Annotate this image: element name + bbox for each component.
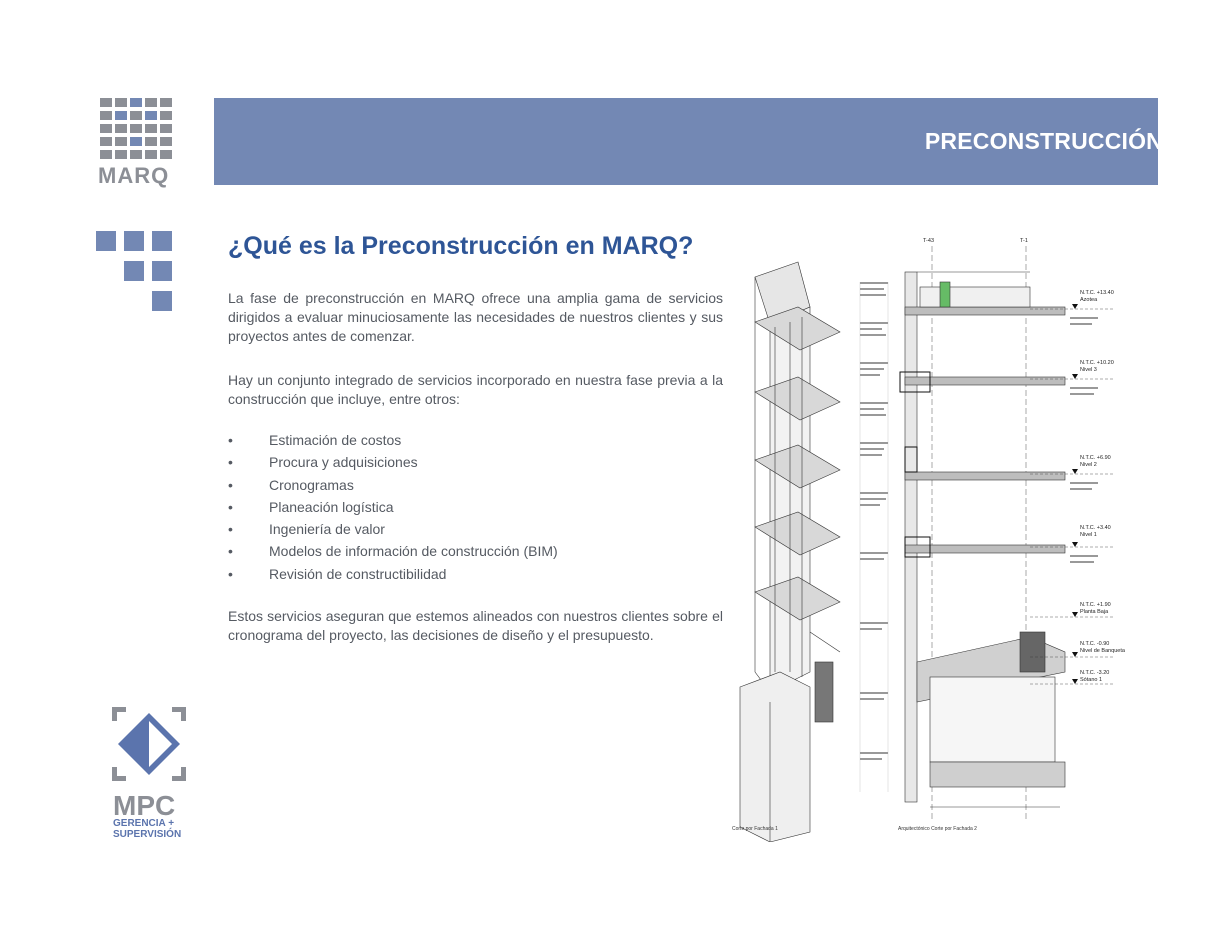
axis-label-left: T-43 bbox=[923, 238, 935, 244]
level-ntc: N.T.C. +6.90 bbox=[1080, 455, 1111, 461]
mpc-subtitle-line1: GERENCIA + bbox=[113, 818, 175, 829]
level-name: Nivel 1 bbox=[1080, 532, 1097, 538]
level-ntc: N.T.C. +13.40 bbox=[1080, 290, 1114, 296]
level-name: Sótano 1 bbox=[1080, 677, 1103, 683]
axis-label-right: T-1 bbox=[1020, 238, 1028, 244]
level-name: Azotea bbox=[1080, 297, 1098, 303]
isometric-facade bbox=[740, 262, 840, 842]
level-ntc: N.T.C. -3.20 bbox=[1080, 670, 1110, 676]
level-ntc: N.T.C. -0.90 bbox=[1080, 641, 1110, 647]
level-name: Nivel 2 bbox=[1080, 462, 1097, 468]
drawing-caption-left: Corte por Fachada 1 bbox=[732, 826, 778, 832]
marq-wordmark: MARQ bbox=[98, 163, 170, 188]
page-title: ¿Qué es la Preconstrucción en MARQ? bbox=[228, 232, 694, 260]
level-ntc: N.T.C. +3.40 bbox=[1080, 525, 1111, 531]
mpc-logo-icon bbox=[112, 707, 186, 781]
level-ntc: N.T.C. +1.90 bbox=[1080, 602, 1111, 608]
level-name: Nivel 3 bbox=[1080, 367, 1097, 373]
mpc-subtitle-line2: SUPERVISIÓN bbox=[113, 829, 182, 840]
architectural-section-drawing bbox=[730, 232, 1130, 842]
intro-paragraph: La fase de preconstrucción en MARQ ofrece una amplia gama de servicios dirigidos a evaluar minuciosamente las necesidades de nuestros clientes y sus proyectos antes de comenzar. bbox=[228, 290, 723, 344]
drawing-caption-right: Arquitectónico Corte por Fachada 2 bbox=[898, 826, 977, 832]
level-markers bbox=[1030, 290, 1126, 684]
building-section bbox=[860, 272, 1065, 807]
closing-paragraph: Estos servicios aseguran que estemos alineados con nuestros clientes sobre el cronograma del proyecto, las decisiones de diseño y el presupuesto. bbox=[228, 608, 723, 643]
level-ntc: N.T.C. +10.20 bbox=[1080, 360, 1114, 366]
mpc-name: MPC bbox=[113, 790, 176, 821]
level-name: Planta Baja bbox=[1080, 609, 1109, 615]
header-title: PRECONSTRUCCIÓN bbox=[924, 128, 1163, 154]
services-intro-paragraph: Hay un conjunto integrado de servicios incorporado en nuestra fase previa a la construcción que incluye, entre otros: bbox=[228, 372, 723, 407]
level-name: Nivel de Banqueta bbox=[1080, 648, 1125, 654]
